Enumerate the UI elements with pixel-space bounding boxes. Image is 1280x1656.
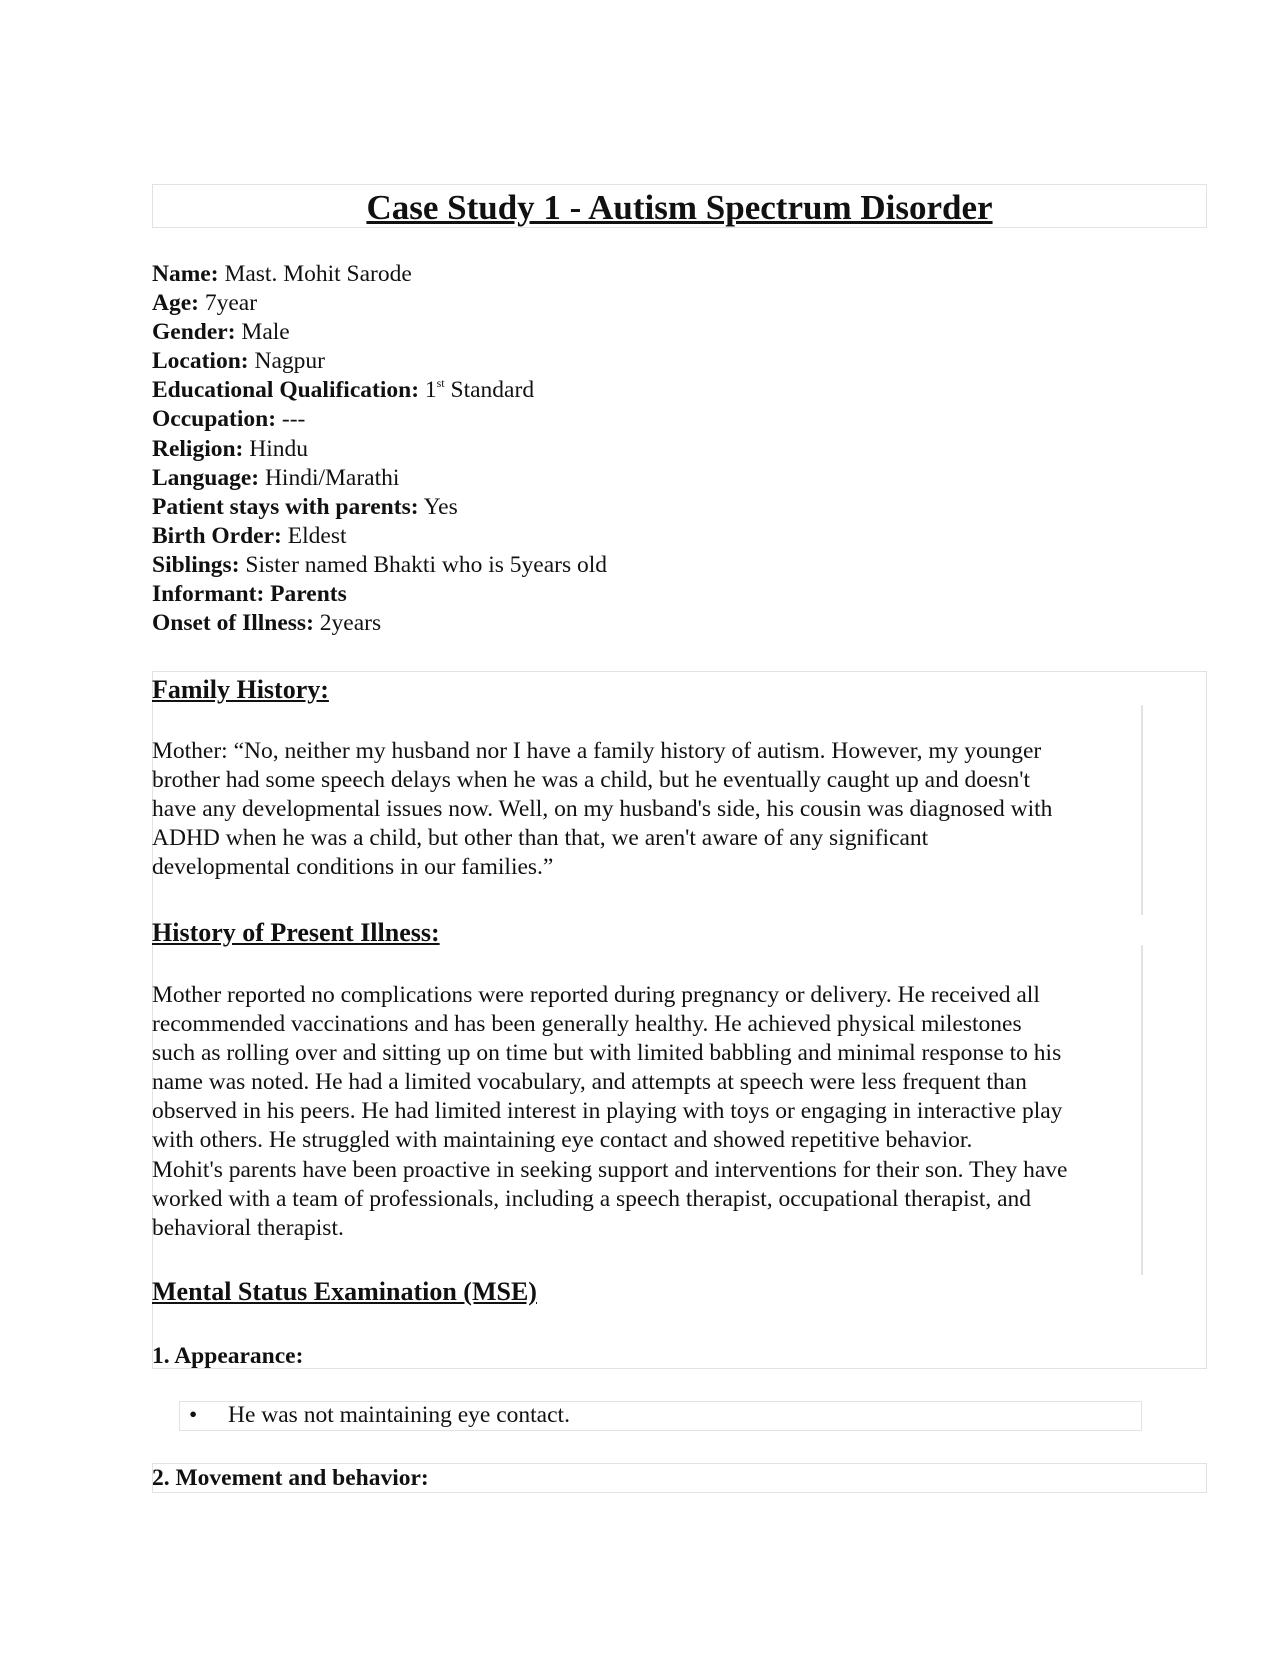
- text-line: developmental conditions in our families.”: [152, 854, 554, 881]
- field-value: ---: [281, 406, 306, 433]
- text-line: ADHD when he was a child, but other than that, we aren't aware of any significant: [152, 825, 929, 852]
- field-row: [152, 376, 607, 405]
- field-row: [152, 260, 607, 289]
- text-line: Mother: “No, neither my husband nor I have a family history of autism. However, my younger: [152, 738, 1042, 764]
- field-row: [152, 580, 607, 609]
- field-label: Siblings:: [152, 551, 240, 578]
- movement-heading: 2. Movement and behavior:: [152, 1465, 429, 1491]
- bullet-icon: •: [189, 1402, 198, 1428]
- field-value: Hindi/Marathi: [264, 464, 400, 491]
- text-line: observed in his peers. He had limited interest in playing with toys or engaging in interactive play: [152, 1098, 1063, 1125]
- text-line: such as rolling over and sitting up on time but with limited babbling and minimal response to his: [152, 1040, 1062, 1067]
- appearance-bullet-item: [179, 1401, 1142, 1431]
- field-value: 2years: [319, 610, 382, 637]
- field-row: [152, 493, 607, 522]
- text-line: have any developmental issues now. Well, on my husband's side, his cousin was diagnosed with: [152, 796, 1053, 823]
- field-row: [152, 318, 607, 347]
- text-line: brother had some speech delays when he was a child, but he eventually caught up and doesn't: [152, 767, 1031, 794]
- field-label: Informant:: [152, 581, 265, 608]
- field-row: [152, 405, 607, 434]
- field-label: Location:: [152, 348, 249, 375]
- field-value-suffix: Standard: [450, 377, 535, 404]
- appearance-heading: 1. Appearance:: [152, 1343, 304, 1369]
- field-row: [152, 289, 607, 318]
- frame-divider: [1141, 945, 1143, 1275]
- field-value: Yes: [423, 493, 458, 520]
- field-row: [152, 464, 607, 493]
- patient-details: [152, 260, 607, 638]
- field-value-superscript: st: [436, 376, 445, 391]
- field-label: Age:: [152, 290, 199, 317]
- field-row: [152, 522, 607, 551]
- bullet-text: He was not maintaining eye contact.: [228, 1402, 570, 1428]
- field-value: Sister named Bhakti who is 5years old: [245, 551, 607, 578]
- text-line: behavioral therapist.: [152, 1214, 344, 1241]
- field-value: Parents: [270, 581, 347, 608]
- field-row: [152, 435, 607, 464]
- field-value: 7year: [204, 290, 258, 317]
- field-label: Educational Qualification:: [152, 377, 420, 404]
- present-illness-text: [152, 981, 1068, 1243]
- field-label: Patient stays with parents:: [152, 493, 419, 520]
- text-line: recommended vaccinations and has been generally healthy. He achieved physical milestones: [152, 1011, 1022, 1038]
- field-label: Occupation:: [152, 406, 277, 433]
- field-label: Language:: [152, 464, 260, 491]
- field-value: Mast. Mohit Sarode: [224, 261, 412, 287]
- present-illness-heading: History of Present Illness:: [152, 918, 440, 947]
- field-value: Hindu: [249, 435, 309, 462]
- mse-heading: Mental Status Examination (MSE): [152, 1277, 537, 1306]
- field-row: [152, 347, 607, 376]
- text-line: name was noted. He had a limited vocabulary, and attempts at speech were less frequent than: [152, 1069, 1027, 1096]
- field-value: Nagpur: [254, 348, 325, 375]
- family-history-heading: Family History:: [152, 675, 329, 704]
- field-value: Eldest: [287, 522, 347, 549]
- field-row: [152, 551, 607, 580]
- field-label: Onset of Illness:: [152, 610, 314, 637]
- field-label: Birth Order:: [152, 522, 282, 549]
- field-label: Gender:: [152, 319, 236, 346]
- text-line: Mohit's parents have been proactive in seeking support and interventions for their son. They have: [152, 1156, 1068, 1183]
- text-line: Mother reported no complications were reported during pregnancy or delivery. He received all: [152, 982, 1040, 1008]
- family-history-text: [152, 737, 1052, 882]
- field-row: [152, 609, 607, 638]
- field-label: Name:: [152, 261, 219, 287]
- field-value: Male: [241, 319, 290, 346]
- field-value: 1: [424, 377, 437, 404]
- text-line: with others. He struggled with maintaining eye contact and showed repetitive behavior.: [152, 1127, 973, 1154]
- frame-divider: [1141, 705, 1143, 915]
- field-label: Religion:: [152, 435, 244, 462]
- page-title: Case Study 1 - Autism Spectrum Disorder: [366, 188, 993, 227]
- text-line: worked with a team of professionals, including a speech therapist, occupational therapist, and: [152, 1185, 1032, 1212]
